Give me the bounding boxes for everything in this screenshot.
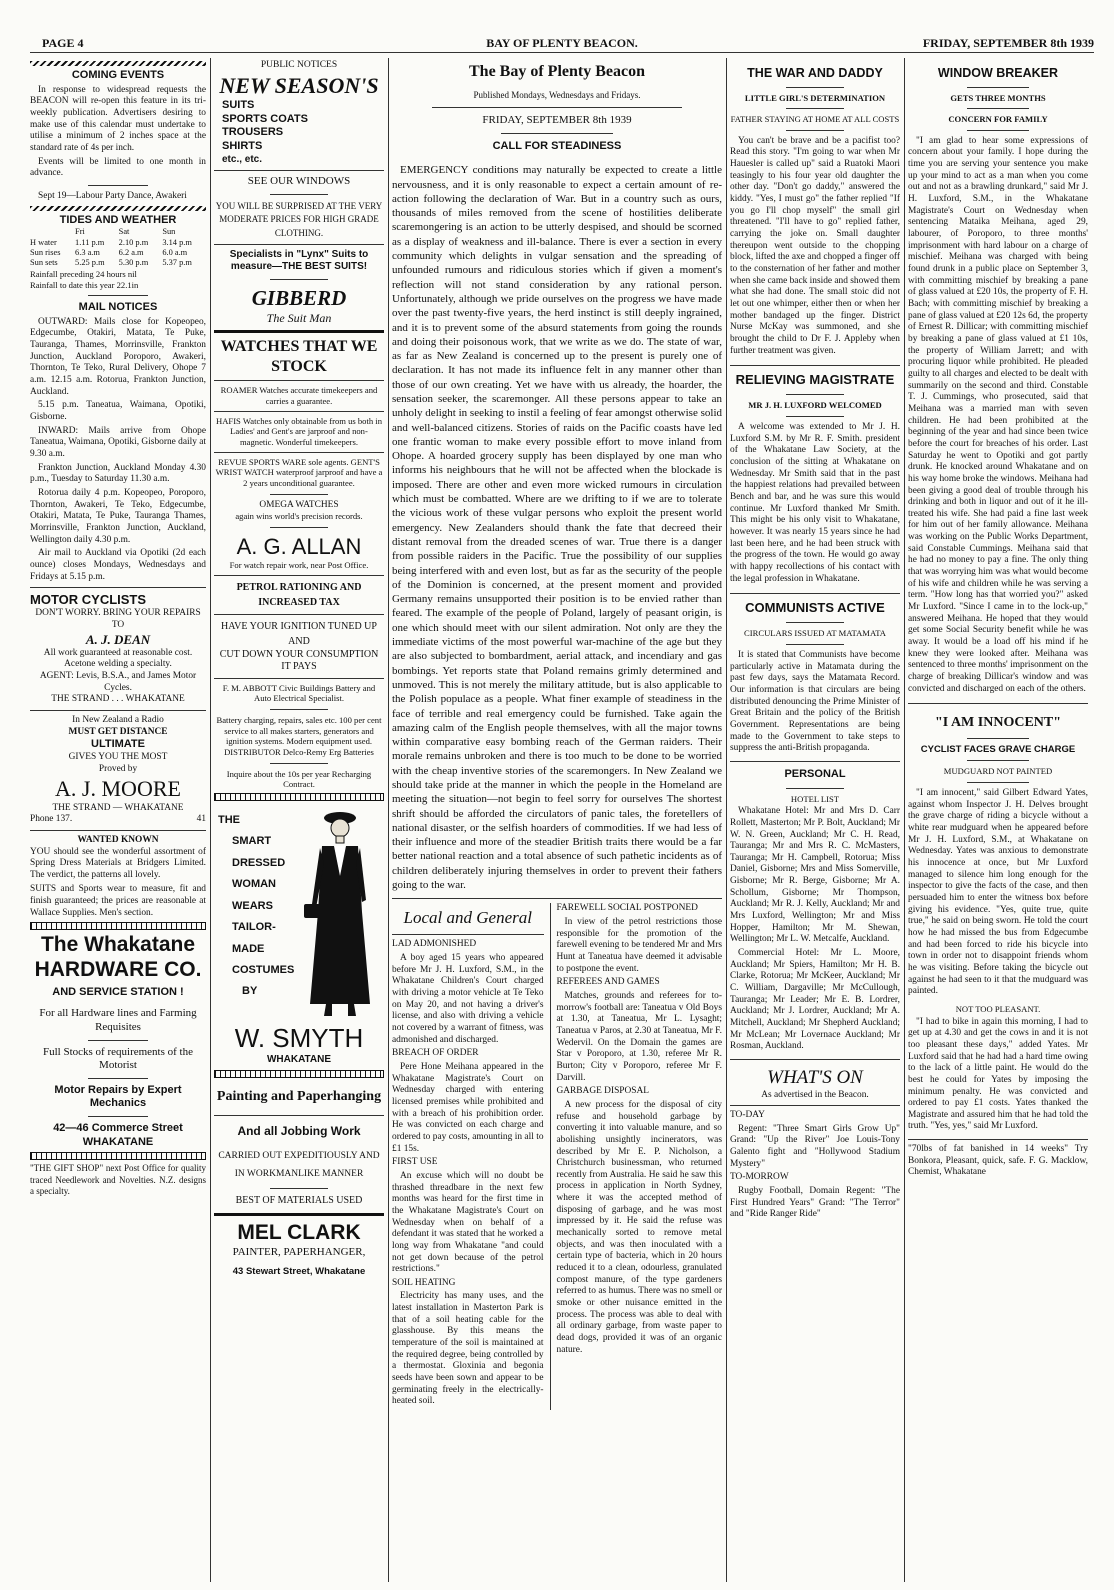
tailor-word: WEARS — [232, 899, 273, 912]
tailor-word: TAILOR- — [232, 921, 276, 934]
allan-name: A. G. ALLAN — [236, 533, 362, 559]
item-heading: BREACH OF ORDER — [392, 1048, 479, 1059]
clark-address: 43 Stewart Street, Whakatane — [232, 1265, 366, 1277]
tailor-ad-words — [218, 810, 294, 1003]
item-body: In view of the petrol restrictions those responsible for the promotion of the farewell evening to be tendered Mr and Mrs Hunt at Taneatua have deemed it advisable to postpone the event. — [556, 917, 722, 974]
wanted-item: SUITS and Sports wear to measure, fit and finish guaranteed; the prices are reasonable at Wallace Supplies. Men's section. — [30, 884, 206, 918]
see-windows: SEE OUR WINDOWS — [247, 174, 351, 187]
window-breaker-body: "I am glad to hear some expressions of concern about your family. I hope during the time you are serving your sentence you make up your mind to act as a man when you come out and not as a brawling drunkard," said Mr J. H. Luxford, S.M., in the Whakatane Magistrate's Court on Wednesday when sentencing Mataika Meihana, aged 29, labourer, of Poroporo, to three months' imprisonment with hard labour on a charge of mischief. Meihana was charged with being found drunk in a public place on September 3, with committing mischief by breaking a pane of glass valued at £20 10s, the property of F. H. Bach; with committing mischief by breaking a pane of glass valued at £20 12s 6d, the property of Ernest R. Dillicar; with committing mischief by breaking a pane of glass valued at £1 10s, the property of William Jarrett; and with procuring liquor while prohibited. He pleaded guilty to all charges and elected to be dealt with summarily on the second and third. Constable T. J. Cummings, who prosecuted, said that Meihana was a married man with seven children. He had been prohibited at the beginning of the year and had since been twice before the court for breaches of his order. Last Saturday he went to Opotiki and got partly drunk. He knocked around Whakatane and on his way home broke the windows. Meihana had been giving a good deal of trouble through his drinking and both in liquor and out of it he ill-treated his wife. She had paid a fine last week for him out of her family allowance. Meihana was working on the Public Works Department, said Constable Cummings. Meihana said that he had no money to pay a fine. The only thing that was worrying him was what would become of his wife and children while he was serving a term. "How long has that worried you?" asked Mr Luxford. "Since I came in to the lock-up," answered Meihana. He hoped that they would get some Social Security benefit while he was away. It would be a load off his mind if he knew they were looked after. Meihana was sentenced to three months' imprisonment on the charge of breaking Dillicar's window and was convicted and discharged on each of the others. — [908, 135, 1088, 694]
motor-ad-text: Acetone welding a specialty. — [64, 659, 172, 670]
woman-illustration — [300, 804, 380, 1020]
omega-text-2: again wins world's precision records. — [235, 511, 363, 522]
communists-body: It is stated that Communists have become particularly active in Matamata during the past few days, says the Matamata Record. Our information is that circulars are being distributed denouncing the Prime Minister of Great Britain and the policy of the British Government. Representations are being made to the Government to take steps to suppress the anti-British propaganda. — [730, 650, 900, 754]
tailor-word: BY — [242, 985, 258, 998]
mail-inward-2: Frankton Junction, Auckland Monday 4.30 p.m., Tuesday to Saturday 11.30 a.m. — [30, 462, 206, 485]
column-1 — [30, 58, 206, 1582]
today-heading: TO-DAY — [730, 1110, 765, 1121]
public-notices-heading: PUBLIC NOTICES — [260, 60, 338, 70]
mail-notices-heading: MAIL NOTICES — [78, 301, 158, 314]
omega-text: OMEGA WATCHES — [259, 499, 339, 510]
roamer-text: ROAMER Watches accurate timekeepers and carries a guarantee. — [220, 385, 378, 407]
mail-outward-2: 5.15 p.m. Taneatua, Waimana, Opotiki, Gisborne. — [30, 400, 206, 423]
suitman-text: The Suit Man — [266, 310, 332, 325]
radio-ad-text: MUST GET DISTANCE — [68, 726, 168, 737]
innocent-heading: "I AM INNOCENT" — [935, 715, 1061, 731]
ad-number: 41 — [196, 814, 206, 825]
radio-address: THE STRAND — WHAKATANE — [52, 802, 184, 813]
hotel-list-body: Whakatane Hotel: Mr and Mrs D. Carr Rollett, Masterton; Mr P. Bolt, Auckland; Mr W. N. Green, Auckland; Mr C. H. Read, Tauranga; Mr and Mrs R. C. McMasters, Tauranga; Mr H. Campbell, Rotorua; Miss Daniel, Gisborne; Mrs and Miss Somerville, Gisborne; Mr R. Berge, Gisborne; Mr A. Schollum, Gisborne; Mr Thompson, Auckland; Mr R. J. Kelly, Auckland; Mr and Mrs Luxford, Wellington; Mr and Miss Hopper, Hamilton; Mr M. Shewan, Wellington; Mr L. W. Metcalfe, Auckland. — [730, 806, 900, 945]
radio-phone-line — [30, 814, 206, 826]
hardware-co-name: The Whakatane HARDWARE CO. — [34, 933, 202, 981]
motor-cyclists-heading: MOTOR CYCLISTS — [30, 592, 147, 608]
window-sub: GETS THREE MONTHS — [950, 92, 1046, 103]
item-heading: FAREWELL SOCIAL POSTPONED — [556, 903, 698, 914]
relieving-heading: RELIEVING MAGISTRATE — [735, 372, 895, 388]
whats-on-sub: As advertised in the Beacon. — [761, 1089, 869, 1100]
item-body: Pere Hone Meihana appeared in the Whakatane Magistrate's Court on Wednesday charged with entering licensed premises while prohibited and with a breach of his prohibition order. He was convicted on each charge and ordered to pay costs, amounting in all to £1 15s. — [392, 1062, 544, 1154]
carried-text: CARRIED OUT EXPEDITIOUSLY AND IN WORKMANLIKE MANNER — [218, 1150, 380, 1179]
tomorrow-body: Rugby Football, Domain Regent: "The First Hundred Years" Grand: "The Terror" and "Ride Ranger Ride" — [730, 1186, 900, 1220]
page-number: PAGE 4 — [42, 36, 84, 50]
tailor-word: DRESSED — [232, 856, 286, 869]
gift-shop-notice: "THE GIFT SHOP" next Post Office for quality traced Needlework and Novelties. N.Z. designs a specialty. — [30, 1163, 206, 1196]
watches-heading: WATCHES THAT WE STOCK — [220, 337, 378, 375]
battery-text: Battery charging, repairs, sales etc. 100 per cent service to all makes starters, generators and ignition systems. Modern equipment used. DISTRIBUTOR Delco-Remy Erg Batteries — [216, 714, 382, 757]
smyth-town: WHAKATANE — [266, 1054, 332, 1066]
materials-text: BEST OF MATERIALS USED — [235, 1194, 363, 1206]
allan-text: For watch repair work, near Post Office. — [229, 560, 369, 571]
new-season-heading: NEW SEASON'S — [219, 72, 379, 98]
season-item: etc., etc. — [222, 153, 263, 165]
personal-heading: PERSONAL — [784, 767, 846, 780]
pleasant-body: "I had to bike in again this morning, I had to get up at 4.30 and get the cows in and it is not too pleasant these days," added Yates. Mr Luxford said that he had had a hard time owing to the lack of a little paint. He would do the best he could for Yates by imposing the minimum penalty. He was convicted and ordered to pay £1 costs. Yates thanked the Magistrate and assured him that he had told the truth. "Yes, yes," said Mr Luxford. — [908, 1016, 1088, 1132]
revue-text: REVUE SPORTS WARE sole agents. GENT'S WRIST WATCH waterproof jarproof and have a 2 years unconditional guarantee. — [215, 456, 383, 488]
painting-heading: Painting and Paperhanging — [216, 1088, 382, 1104]
innocent-body: "I am innocent," said Gilbert Edward Yates, against whom Inspector J. H. Delves brought the grave charge of riding a bicycle without a white rear mudguard when he appeared before Mr J. H. Luxford, S.M., at Whakatane on Wednesday. Yates was anxious to demonstrate his innocence at once, but Mr Luxford managed to silence him long enough for the inspector to give the facts of the case, and then persuaded him to enter the witness box before giving his evidence. "Yes, quite true, quite true," he said on being sworn. He told the court how he had missed the bus from Edgecumbe and had been forced to ride his bicycle into town in order not to disappoint friends whom he was visiting. Before taking the bicycle out against he had seen to it that the mudguard was painted. — [908, 788, 1088, 997]
column-2 — [214, 58, 384, 1582]
tailor-word: WOMAN — [232, 878, 276, 891]
mail-outward: OUTWARD: Mails close for Kopeopeo, Edgecumbe, Otakiri, Matata, Te Puke, Tauranga, Thames, Morrinsville, Frankton Junction, Auckland Poroporo, Awakeri, Thornton, Te Teko, Rural Delivery, Ohope 7 a.m. 12.15 a.m. Rotorua, Frankton Junction, Auckland. — [30, 316, 206, 397]
season-item: SPORTS COATS — [222, 112, 308, 125]
column-rule — [726, 58, 727, 1582]
window-sub-2: CONCERN FOR FAMILY — [948, 114, 1048, 125]
wanted-known-heading: WANTED KNOWN — [77, 834, 159, 845]
item-body: A new process for the disposal of city refuse and household garbage by converting it into valuable manure, and so abolishing unsightly incinerators, was described by Mr E. P. Nicholson, a Christchurch businessman, who returned recently from Australia. He said he saw this process in application in North Sydney, where it was the accepted method of disposing of garbage, and he was most impressed by it. He said the refuse was mechanically sorted to remove metal objects, and was then inoculated with a certain type of bacteria, which in 20 hours reduced it to a clean, odourless, granulated compost manure, of the type gardeners referred to as humus. There was no smell or smoke or other nuisance emitted in the process. The process was able to deal with all ordinary garbage, from waste paper to dead dogs, provided it was of an organic nature. — [556, 1099, 722, 1355]
season-item: SHIRTS — [222, 139, 263, 152]
war-sub: LITTLE GIRL'S DETERMINATION — [744, 92, 886, 103]
wanted-item: YOU should see the wonderful assortment of Spring Dress Materials at Bridgers Limited. The verdict, the patterns all lovely. — [30, 846, 206, 880]
tailor-word: MADE — [232, 942, 265, 955]
dean-name: A. J. DEAN — [85, 631, 151, 647]
motor-ad-text: THE STRAND . . . WHAKATANE — [51, 694, 185, 705]
item-heading: SOIL HEATING — [392, 1277, 456, 1288]
item-heading: GARBAGE DISPOSAL — [556, 1086, 649, 1097]
hardware-address: 42—46 Commerce Street WHAKATANE — [53, 1122, 183, 1148]
tides-table: Fri Sat Sun H water 1.11 p.m 2.10 p.m 3.14 p.m Sun rises 6.3 a.m 6.2 a.m 6.0 a.m Sun sets 5.25 p.m 5.30 p.m 5.37 p.m — [30, 227, 192, 268]
jobbing-text: And all Jobbing Work — [237, 1123, 361, 1138]
editorial-body: EMERGENCY conditions may naturally be expected to create a little nervousness, and it is only reasonable to expect a certain amount of re-action following the declaration of War. But in a country such as ours, thousands of miles removed from the scene of hostilities deliberate scaremongering is an action to be utterly despised, and should be scorned as a display of weakness and ill-balance. There is ever a section in every community which delights in vulgar sensation and the spreading of unfounded rumours and ridiculous stories which if given a moment's reflection will not stand consideration by any rational person. Unfortunately, although we pride ourselves on the progress we have made over the past twenty-five years, the herd instinct is still deeply ingrained, and it is to prevent some of the absurd statements from going the rounds and doing their poisonous work, that we write as we do. The state of war, as far as New Zealand is concerned up to the present is purely one of declaration. It has not made its influence felt in any manner other than those of our own creating. Yet we have with us already, the hoarder, the sensation seeker, the scaremonger. All these persons appear to take an unholy delight in seeking to instil a feeling of fear amongst otherwise solid and well-balanced citizens. Stories of raids on the Pacific coasts have led one frantic woman to make every possible effort to move inland from Ohope. A hoarded grocery supply has been displayed by one man who informs his neighbours that he will not be affected when the blockade is imposed. There are other and even more wicked rumours in circulation which must be combatted. Where are we drifting to if we are to tolerate the vicious work of these vulgar persons who exploit the present world emergency. New Zealanders should thank the fate that decreed their distant removal from the dreaded scenes of war. True there is a danger from possible raiders in the Pacific. True the possibility of our supplies being interfered with and even lost, but as far as the security of the people of the Dominion is concerned, at the present moment and provided Germany remains unsupported their position is to be envied rather than feared. The example of the people of Poland, largely of peasant origin, is one which should meet with our silent admiration. Not only are they the immediate victims of the most powerful war-machine of the age but they are also subjected to bombardment, aerial attack, and incendiary and gas bombings. Yet reports state that Poland remains grimly determined and unmoved. This is not merely the military attitude, but is also applicable to the Polish populace as a people. What finer example of steadiness in the face of terrible and real emergency could be furnished. Take again the amazing calm of the English people themselves, with all the major towns within comparative easy bombing reach of the German raiders. Their morale remains unbroken and there is too much to be done to be worried with the cheap inventive stories of the scaremongers. In New Zealand we should take pride at the manner in which the people in the Homeland are meeting the situation—not begin to feel sorry for ourselves The shortest shrift should be afforded the circulators of panic tales, the foretellers of national disaster, or the selfish hoarders of commodities. If we had less of their influence and more of the steadier British traits there would be a far better national reaction and a total absence of such pathetic incidents as of children deliberately injuring themselves in order to prevent their fathers going to the war. — [392, 164, 722, 892]
consumption-text: CUT DOWN YOUR CONSUMPTION IT PAYS — [219, 648, 379, 673]
page-header — [30, 36, 1094, 53]
air-mail: Air mail to Auckland via Opotiki (2d each ounce) closes Mondays, Wednesdays and Fridays at 5.15 p.m. — [30, 548, 206, 582]
surprised-text: YOU WILL BE SURPRISED AT THE VERY MODERATE PRICES FOR HIGH GRADE CLOTHING. — [215, 200, 383, 238]
abbott-text: F. M. ABBOTT Civic Buildings Battery and Auto Electrical Specialist. — [222, 682, 376, 704]
tailor-ad — [214, 804, 384, 1022]
column-rule — [904, 58, 905, 1582]
gibberd-name: GIBBERD — [251, 285, 347, 310]
inquire-text: Inquire about the 10s per year Recharging Contract. — [226, 768, 372, 790]
pleasant-heading: NOT TOO PLEASANT. — [955, 1003, 1041, 1014]
column-rule — [388, 58, 389, 1582]
radio-ad-text: GIVES YOU THE MOST — [68, 751, 168, 762]
hardware-line: Motor Repairs by Expert Mechanics — [54, 1083, 182, 1110]
column-4 — [730, 58, 900, 1582]
hardware-sub: AND SERVICE STATION ! — [52, 985, 184, 998]
column-5 — [908, 58, 1088, 1582]
relieving-body: A welcome was extended to Mr J. H. Luxford S.M. by Mr R. F. Smith. president of the Whakatane Law Society, at the conclusion of the sitting at Whakatane on Wednesday. Mr Smith said that in the past the happiest relations had prevailed between Bench and bar, and he was sure this would continue. Mr Luxford thanked Mr Smith. This might be his only visit to Whakatane, however. It was nearly 15 years since he had last been here, and he had been struck with the progress of the town. He would go away with happy recollections of his contact with the legal profession in Whakatane. — [730, 422, 900, 584]
whats-on-heading: WHAT'S ON — [767, 1066, 863, 1088]
mel-clark-name: MEL CLARK — [237, 1221, 361, 1245]
bonkora-ad: "70lbs of fat banished in 14 weeks" Try Bonkora, Pleasant, quick, safe. F. G. Macklow, Chemist, Whakatane — [908, 1144, 1088, 1178]
rainfall-year: Rainfall to date this year 22.1in — [30, 279, 139, 290]
local-general-section — [392, 903, 722, 1410]
hafis-text: HAFIS Watches only obtainable from us both in Ladies' and Gent's are jarproof and non-magnetic. Wonderful timekeepers. — [216, 415, 382, 448]
today-body: Regent: "Three Smart Girls Grow Up" Grand: "Up the River" Joe Louis-Tony Galento fight and "Hollywood Stadium Mystery" — [730, 1123, 900, 1169]
tailor-word: SMART — [232, 835, 272, 848]
moore-name: A. J. MOORE — [55, 776, 181, 802]
motor-ad-text: All work guaranteed at reasonable cost. — [43, 647, 193, 658]
page-date: FRIDAY, SEPTEMBER 8th 1939 — [922, 36, 1094, 50]
local-col-left — [392, 903, 544, 1410]
rainfall-24h: Rainfall preceding 24 hours nil — [30, 268, 137, 279]
item-body: An excuse which will no doubt be thrashed threadbare in the next few months was heard for the first time in the Whakatane Magistrate's Court on Wednesday when on behalf of a defendant it was stated that he worked a long way from Whakatane "and could not get down because of the petrol restrictions." — [392, 1170, 544, 1275]
event-item: Sept 19—Labour Party Dance, Awakeri — [38, 190, 187, 201]
hardware-line: Full Stocks of requirements of the Motorist — [42, 1045, 193, 1072]
coming-events-note: Events will be limited to one month in advance. — [30, 156, 206, 179]
motor-ad-text: AGENT: Levis, B.S.A., and James Motor Cycles. — [39, 671, 197, 693]
local-general-heading: Local and General — [403, 908, 532, 928]
editorial-date: FRIDAY, SEPTEMBER 8th 1939 — [482, 113, 632, 126]
innocent-sub: CYCLIST FACES GRAVE CHARGE — [920, 743, 1076, 755]
radio-brand: ULTIMATE — [91, 738, 145, 751]
ornament-border — [30, 61, 206, 66]
communists-sub: CIRCULARS ISSUED AT MATAMATA — [744, 628, 886, 639]
commercial-hotel-body: Commercial Hotel: Mr L. Moore, Auckland; Mr Spiers, Hamilton; Mr H. B. Clarke, Rotorua; Mr McKeer, Auckland; Mr C. William, Dargaville; Mr McCullough, Tauranga; Mr Leader; Mr E. B. Lordrer, Auckland; Mr J. Lordrer, Auckland; Mr A. Mitchell, Auckland; Mr Shepherd Auckland; Mr McLean; Mr Lovernace Auckland; Mr Rosman, Auckland. — [730, 948, 900, 1052]
item-body: Electricity has many uses, and the latest installation in Masterton Park is that of a soil heating cable for the glasshouse. By this means the temperature of the soil is maintained at the required degree, being controlled by a thermostat. Gloxinia and begonia seeds have been sown and appear to be germinating freely in the electrically-heated soil. — [392, 1291, 544, 1407]
war-daddy-heading: THE WAR AND DADDY — [747, 66, 883, 80]
motor-ad-text: DON'T WORRY. BRING YOUR REPAIRS TO — [35, 608, 201, 630]
petrol-rationing: PETROL RATIONING AND INCREASED TAX — [236, 581, 362, 608]
smyth-name: W. SMYTH — [234, 1022, 364, 1053]
war-sub-2: FATHER STAYING AT HOME AT ALL COSTS — [730, 114, 900, 125]
hotel-list-heading: HOTEL LIST — [790, 793, 840, 804]
mail-inward-3: Rotorua daily 4 p.m. Kopeopeo, Poroporo, Thornton, Awakeri, Te Teko, Edgecumbe, Otakiri, Matata, Te Puke, Tauranga Thames, Morrinsville, Frankton Junction, Auckland, Wellington daily 4.30 p.m. — [30, 487, 206, 545]
communists-heading: COMMUNISTS ACTIVE — [745, 600, 885, 616]
item-heading: LAD ADMONISHED — [392, 939, 477, 950]
coming-events-body: In response to widespread requests the BEACON will re-open this feature in its tri-weekly publication. Advertisers desiring to make use of this calendar must undertake to utilise a minimum of 2 inches space at the standard rate of 4s per inch. — [30, 84, 206, 153]
column-3 — [392, 58, 722, 1582]
item-heading: FIRST USE — [392, 1157, 438, 1168]
tailor-word: THE — [218, 813, 240, 826]
radio-ad-text: In New Zealand a Radio — [72, 715, 164, 726]
relieving-sub: MR J. H. LUXFORD WELCOMED — [748, 400, 882, 411]
radio-ad-text: Proved by — [98, 763, 138, 774]
column-rule — [210, 58, 211, 1582]
lynx-text: Specialists in "Lynx" Suits to measure—THE BEST SUITS! — [229, 249, 369, 273]
war-daddy-body: You can't be brave and be a pacifist too? Read this story. "I'm going to war when Mr Hauesler is called up" said a Ruatoki Maori teasingly to his four year old daughter the other day. "Don't go daddy," answered the kiddy. "Yes, I must go" the father replied "If you go I'll chop myself" the small girl threatened. "I'll have to go" replied father, carrying the joke on. Small daughter thereupon went outside to the chopping block, lifted the axe and chopped a finger off to the consternation of her father and mother when she came back inside and showed them what she had done. The small stoic did not let out one whimper, either then or when her mother bandaged up the finger. District Nurse McKay was summoned, and she brought the child to Dr F. J. Appleby when further treatment was given. — [730, 135, 900, 356]
local-col-right — [557, 903, 722, 1410]
mail-inward: INWARD: Mails arrive from Ohope Taneatua, Waimana, Opotiki, Gisborne daily at 9.30 a.m. — [30, 425, 206, 459]
tides-heading: TIDES AND WEATHER — [59, 213, 177, 226]
item-body: Matches, grounds and referees for to-morrow's football are: Taneatua v Old Boys at 1.30, at Taneatua, Mr L. Lysaght; Taneatua v Paros, at 2.30 at Taneatua, Mr F. Wedervil. On the Domain the games are Star v Poroporo, at 1.30, referee Mr R. Burton; City v Poroporo, referee Mr F. Darvill. — [556, 990, 722, 1083]
published-line: Published Mondays, Wednesdays and Fridays. — [473, 89, 641, 100]
hardware-line: For all Hardware lines and Farming Requisites — [39, 1007, 197, 1033]
season-item: SUITS — [222, 99, 255, 112]
item-heading: REFEREES AND GAMES — [556, 977, 660, 988]
beacon-masthead: The Bay of Plenty Beacon — [469, 63, 645, 80]
ignition-text: HAVE YOUR IGNITION TUNED UP AND — [221, 620, 377, 647]
innocent-sub-2: MUDGUARD NOT PAINTED — [943, 766, 1053, 777]
season-item: TROUSERS — [222, 126, 284, 139]
coming-events-heading: COMING EVENTS — [71, 69, 165, 81]
item-body: A boy aged 15 years who appeared before Mr J. H. Luxford, S.M., in the Whakatane Children's Court charged with driving a motor vehicle at Te Teko on May 20, and not having a driver's license, and also with driving a vehicle not covered by a warrant of fitness, was admonished and discharged. — [392, 953, 544, 1045]
paper-title: BAY OF PLENTY BEACON. — [486, 36, 638, 50]
window-breaker-heading: WINDOW BREAKER — [937, 66, 1059, 80]
radio-phone: Phone 137. — [30, 814, 73, 825]
tailor-word: COSTUMES — [232, 963, 295, 976]
clark-line: PAINTER, PAPERHANGER, — [232, 1246, 366, 1259]
tomorrow-heading: TO-MORROW — [730, 1172, 789, 1183]
editorial-heading: CALL FOR STEADINESS — [492, 139, 622, 152]
